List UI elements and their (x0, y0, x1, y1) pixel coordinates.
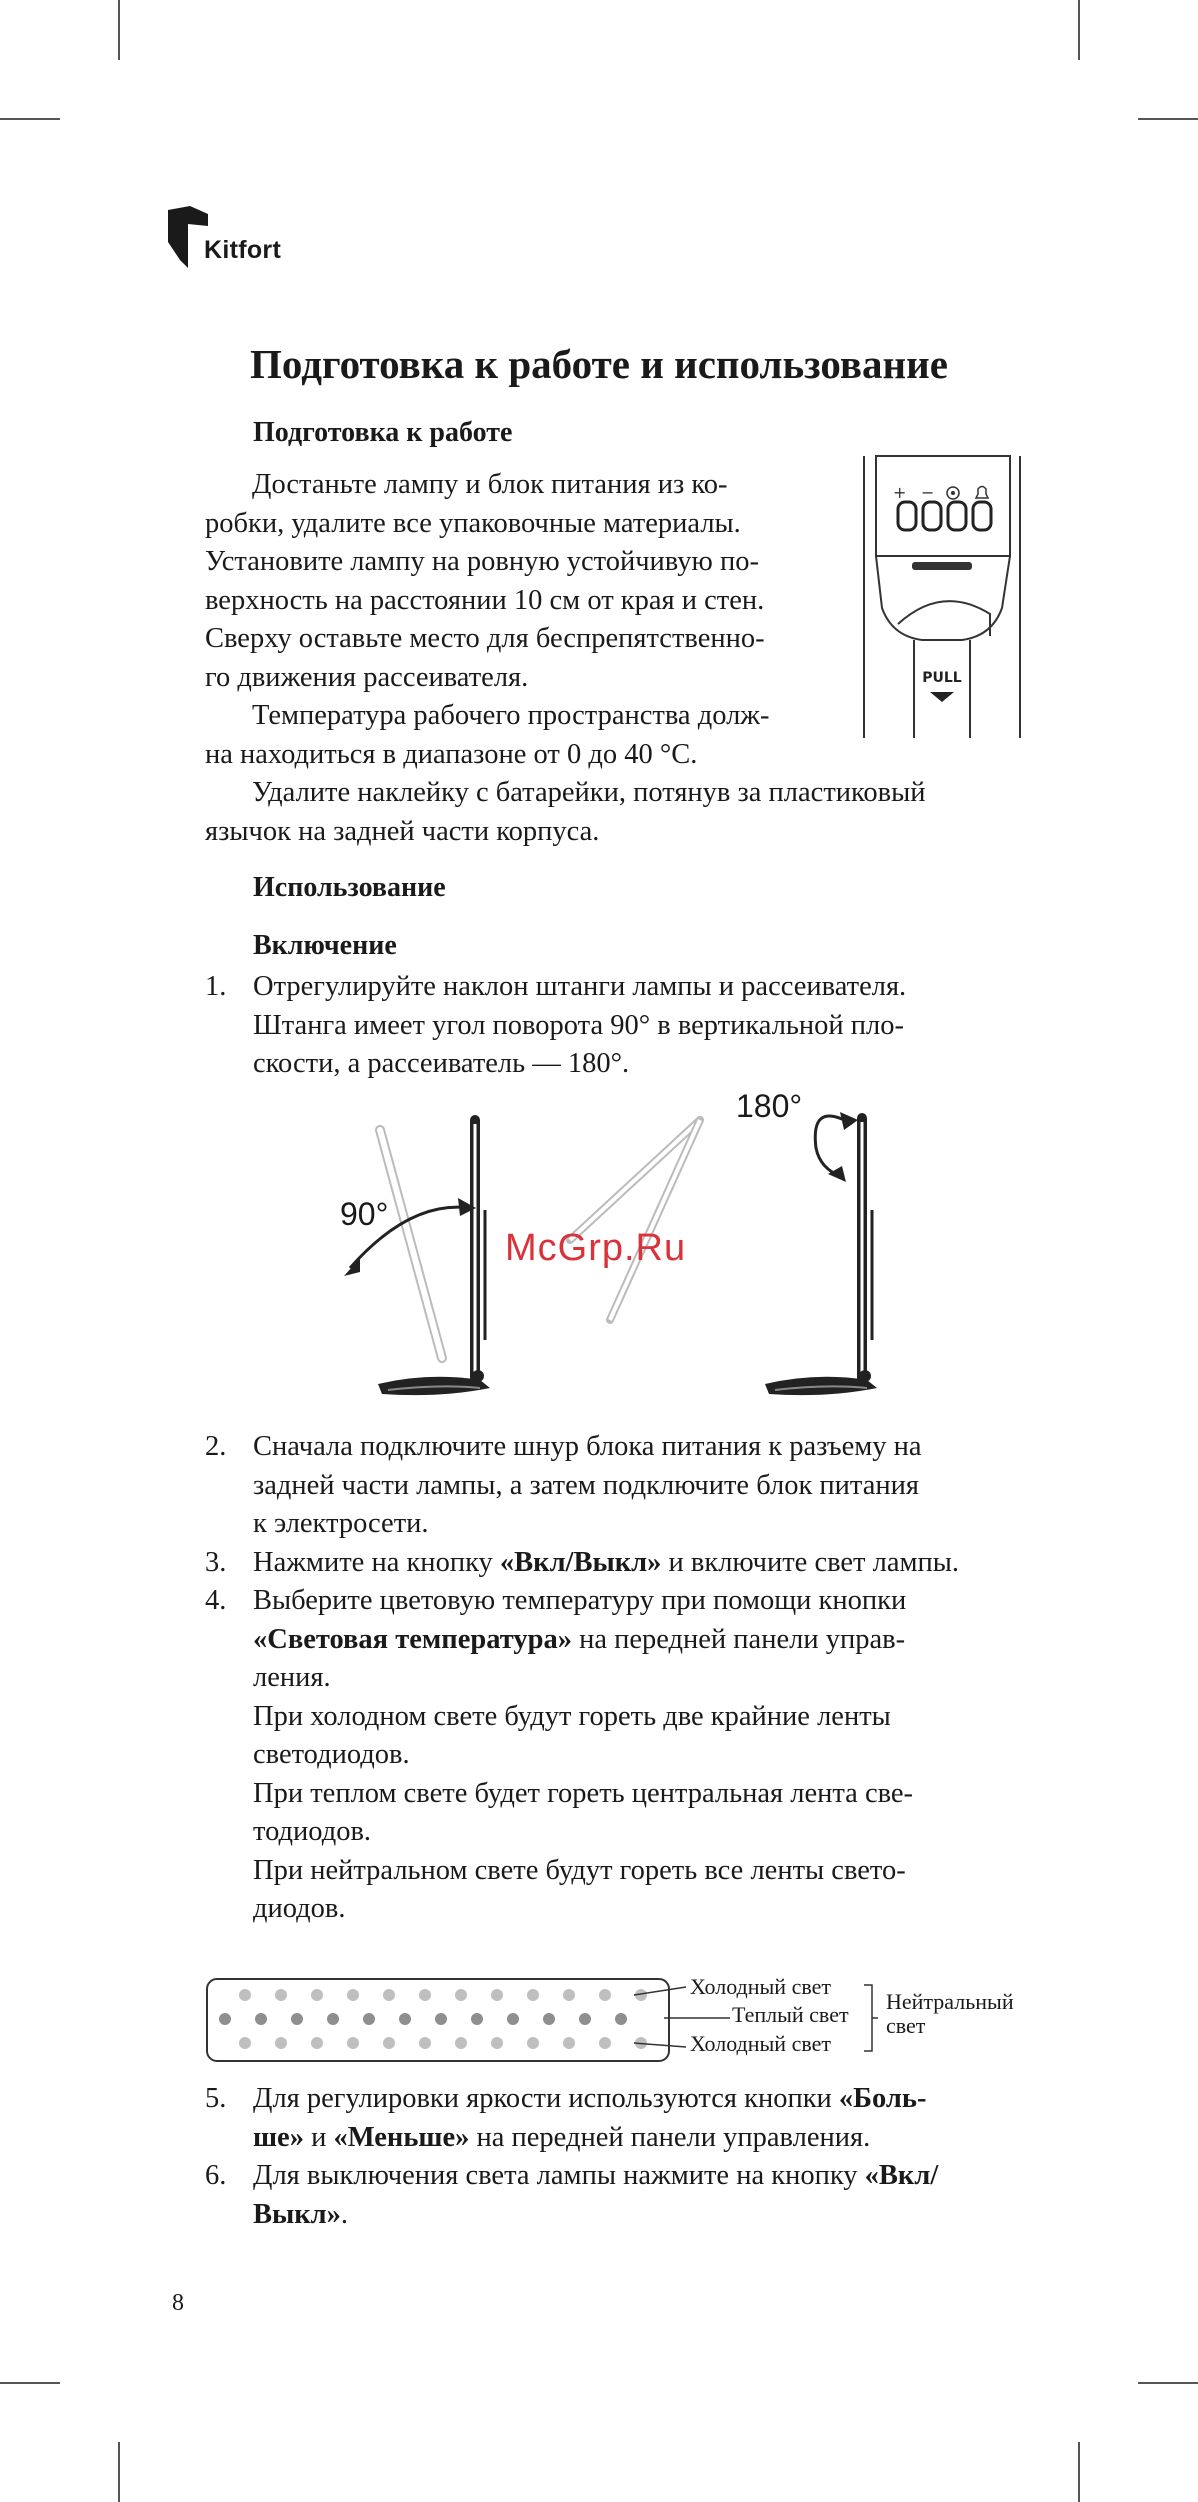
crop-mark (118, 0, 120, 60)
cold-led-dot (527, 2037, 539, 2049)
cold-led-dot (347, 1989, 359, 2001)
warm-led-dot (255, 2013, 267, 2025)
cold-led-dot (383, 2037, 395, 2049)
crop-mark (0, 2382, 60, 2384)
cold-led-dot (383, 1989, 395, 2001)
cold-led-dot (419, 2037, 431, 2049)
cold-led-dot (599, 2037, 611, 2049)
section-heading-use: Использование (253, 872, 446, 903)
list-item: 5. Для регулировки яркости используются кнопки «Боль- ше» и «Меньше» на передней панели управления. (205, 2083, 927, 2153)
label-cold-bottom: Холодный свет (690, 2031, 831, 2056)
svg-text:+: + (893, 483, 907, 502)
label-warm: Теплый свет (732, 2002, 849, 2027)
cold-led-dot (311, 2037, 323, 2049)
cold-led-dot (347, 2037, 359, 2049)
cold-led-dot (419, 1989, 431, 2001)
steps-list-2 (205, 1428, 1025, 1929)
steps-list-1 (205, 968, 1025, 1084)
diffuser-angle-label: 180° (736, 1088, 803, 1124)
list-item: 2. Сначала подключите шнур блока питания к разъему на задней части лампы, а затем подключите блок питания к электросети. (205, 1431, 922, 1539)
list-item: 3. Нажмите на кнопку «Вкл/Выкл» и включите свет лампы. (205, 1546, 960, 1578)
brand-name: Kitfort (204, 236, 282, 264)
cold-led-dot (455, 2037, 467, 2049)
crop-mark (1078, 0, 1080, 60)
warm-led-dot (399, 2013, 411, 2025)
list-item: 1. Отрегулируйте наклон штанги лампы и рассеивателя. Штанга имеет угол поворота 90° в вертикальной пло- скости, а рассеиватель — 180°. (205, 971, 907, 1079)
cold-led-dot (455, 1989, 467, 2001)
cold-led-dot (311, 1989, 323, 2001)
page-number: 8 (172, 2290, 184, 2316)
svg-text:PULL: PULL (922, 670, 962, 686)
warm-led-dot (543, 2013, 555, 2025)
cold-led-dot (527, 1989, 539, 2001)
label-neutral: Нейтральный свет (886, 1989, 1014, 2038)
control-panel-figure (862, 456, 1022, 738)
warm-led-dot (327, 2013, 339, 2025)
warm-led-dot (615, 2013, 627, 2025)
warm-led-dot (219, 2013, 231, 2025)
warm-led-dot (579, 2013, 591, 2025)
crop-mark (118, 2442, 120, 2502)
list-item: 6. Для выключения света лампы нажмите на кнопку «Вкл/ Выкл». (205, 2160, 939, 2230)
cold-led-dot (491, 1989, 503, 2001)
prep-paragraph-3: Удалите наклейку с батарейки, потянув за пластиковый язычок на задней части корпуса. (205, 777, 926, 847)
cold-led-dot (239, 2037, 251, 2049)
arm-angle-label: 90° (340, 1196, 389, 1232)
list-item: 4. Выберите цветовую температуру при помощи кнопки «Световая температура» на передней панели управ- ления. При холодном свете будут гореть две крайние ленты светодиодов. При теплом свете будет гореть центральная лента све- тодиодов. При нейтральном свете будут гореть все ленты свето- диодов. (205, 1585, 914, 1924)
cold-led-dot (275, 1989, 287, 2001)
cold-led-dot (239, 1989, 251, 2001)
warm-led-dot (435, 2013, 447, 2025)
section-heading-prep: Подготовка к работе (253, 417, 513, 448)
warm-led-dot (507, 2013, 519, 2025)
warm-led-dot (363, 2013, 375, 2025)
crop-mark (1138, 118, 1198, 120)
prep-paragraph-1: Достаньте лампу и блок питания из ко- робки, удалите все упаковочные материалы. Установите лампу на ровную устойчивую по- верхность на расстоянии 10 см от края и стен. Сверху оставьте место для беспрепятственно- го движения рассеивателя. Температура рабочего пространства долж- на находиться в диапазоне от 0 до 40 °С. (205, 469, 770, 770)
watermark: McGrp.Ru (505, 1227, 687, 1269)
cold-led-dot (563, 1989, 575, 2001)
svg-text:−: − (921, 483, 935, 502)
cold-led-dot (599, 1989, 611, 2001)
crop-mark (1078, 2442, 1080, 2502)
cold-led-dot (275, 2037, 287, 2049)
crop-mark (0, 118, 60, 120)
page-title: Подготовка к работе и использование (250, 341, 948, 387)
crop-mark (1138, 2382, 1198, 2384)
cold-led-dot (491, 2037, 503, 2049)
steps-list-3 (205, 2080, 1025, 2234)
warm-led-dot (291, 2013, 303, 2025)
label-cold-top: Холодный свет (690, 1974, 831, 1999)
cold-led-dot (563, 2037, 575, 2049)
warm-led-dot (471, 2013, 483, 2025)
led-strip-figure (205, 1975, 695, 2065)
subheading-switch-on: Включение (253, 930, 397, 961)
